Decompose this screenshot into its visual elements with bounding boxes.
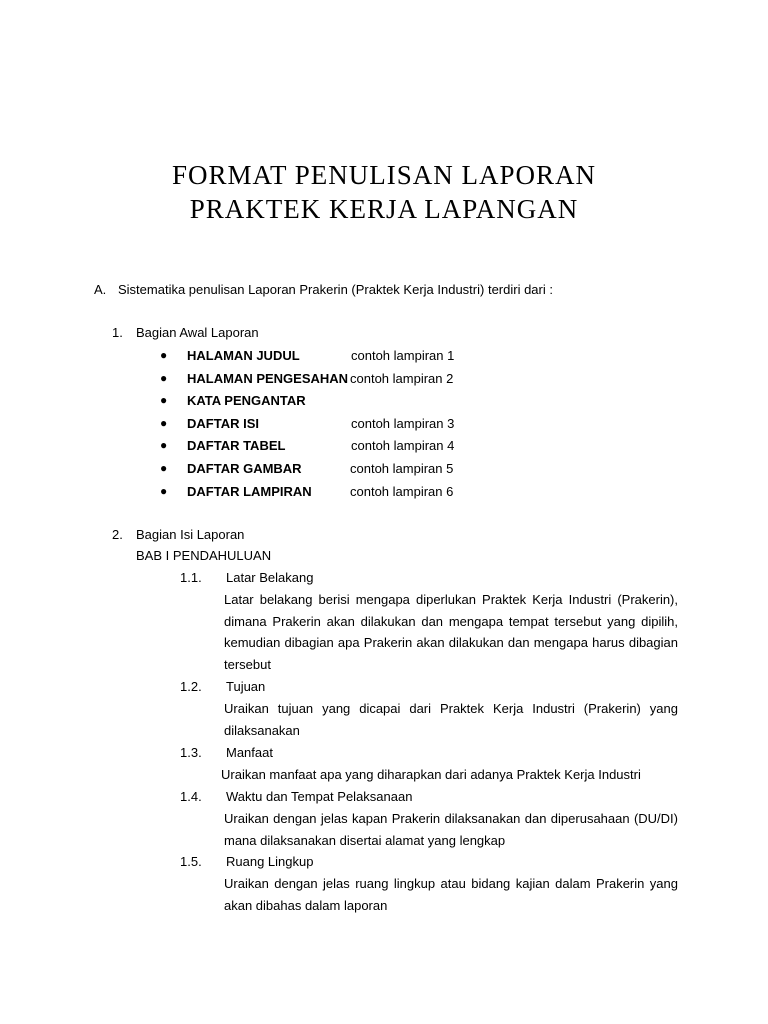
chapter-heading: BAB I PENDAHULUAN bbox=[136, 548, 272, 563]
list-item-label: DAFTAR TABEL bbox=[187, 438, 286, 453]
document-title-line-1: FORMAT PENULISAN LAPORAN bbox=[171, 160, 597, 190]
list-item-note: contoh lampiran 2 bbox=[350, 371, 454, 386]
list-item-note: contoh lampiran 5 bbox=[350, 461, 454, 476]
list-item-note: contoh lampiran 3 bbox=[351, 416, 455, 431]
subsection-body: Uraikan dengan jelas kapan Prakerin dilaksanakan dan diperusahaan (DU/DI) mana dilaksanakan disertai alamat yang lengkap bbox=[224, 811, 678, 848]
bullet-icon: ● bbox=[160, 393, 168, 407]
subsection-body: Uraikan dengan jelas ruang lingkup atau bidang kajian dalam Prakerin yang akan dibahas dalam laporan bbox=[224, 876, 678, 913]
bullet-icon: ● bbox=[160, 416, 168, 430]
document-title-line-2: PRAKTEK KERJA LAPANGAN bbox=[189, 194, 579, 224]
list-item-note: contoh lampiran 1 bbox=[351, 348, 455, 363]
list-item-label: DAFTAR LAMPIRAN bbox=[187, 484, 312, 499]
list-item-label: HALAMAN JUDUL bbox=[187, 348, 300, 363]
section-a-marker: A. bbox=[94, 282, 107, 297]
subsection-number: 1.3. bbox=[180, 745, 202, 760]
list-item-label: KATA PENGANTAR bbox=[187, 393, 306, 408]
subsection-title: Waktu dan Tempat Pelaksanaan bbox=[226, 789, 413, 804]
part-1-heading: Bagian Awal Laporan bbox=[136, 325, 259, 340]
subsection-title: Latar Belakang bbox=[226, 570, 314, 585]
subsection-number: 1.2. bbox=[180, 679, 202, 694]
bullet-icon: ● bbox=[160, 438, 168, 452]
part-1-marker: 1. bbox=[112, 325, 123, 340]
subsection-title: Tujuan bbox=[226, 679, 266, 694]
list-item-label: DAFTAR GAMBAR bbox=[187, 461, 302, 476]
subsection-title: Manfaat bbox=[226, 745, 273, 760]
list-item-note: contoh lampiran 4 bbox=[351, 438, 455, 453]
bullet-icon: ● bbox=[160, 371, 168, 385]
subsection-title: Ruang Lingkup bbox=[226, 854, 314, 869]
subsection-body: Latar belakang berisi mengapa diperlukan Praktek Kerja Industri (Prakerin), dimana Prakerin akan dilakukan dan mengapa tempat tersebut yang dipilih, kemudian dibagian apa Prakerin akan dilakukan dan mengapa harus dibagian tersebut bbox=[224, 592, 678, 673]
subsection-number: 1.1. bbox=[180, 570, 202, 585]
part-2-heading: Bagian Isi Laporan bbox=[136, 527, 245, 542]
bullet-icon: ● bbox=[160, 461, 168, 475]
list-item-label: DAFTAR ISI bbox=[187, 416, 259, 431]
subsection-body: Uraikan manfaat apa yang diharapkan dari adanya Praktek Kerja Industri bbox=[221, 767, 641, 782]
list-item-label: HALAMAN PENGESAHAN bbox=[187, 371, 349, 386]
list-item-note: contoh lampiran 6 bbox=[350, 484, 454, 499]
bullet-icon: ● bbox=[160, 484, 168, 498]
subsection-number: 1.4. bbox=[180, 789, 202, 804]
part-2-marker: 2. bbox=[112, 527, 123, 542]
subsection-number: 1.5. bbox=[180, 854, 202, 869]
section-a-text: Sistematika penulisan Laporan Prakerin (Praktek Kerja Industri) terdiri dari : bbox=[118, 282, 553, 297]
subsection-body: Uraikan tujuan yang dicapai dari Praktek Kerja Industri (Prakerin) yang dilaksanakan bbox=[224, 701, 678, 738]
bullet-icon: ● bbox=[160, 348, 168, 362]
